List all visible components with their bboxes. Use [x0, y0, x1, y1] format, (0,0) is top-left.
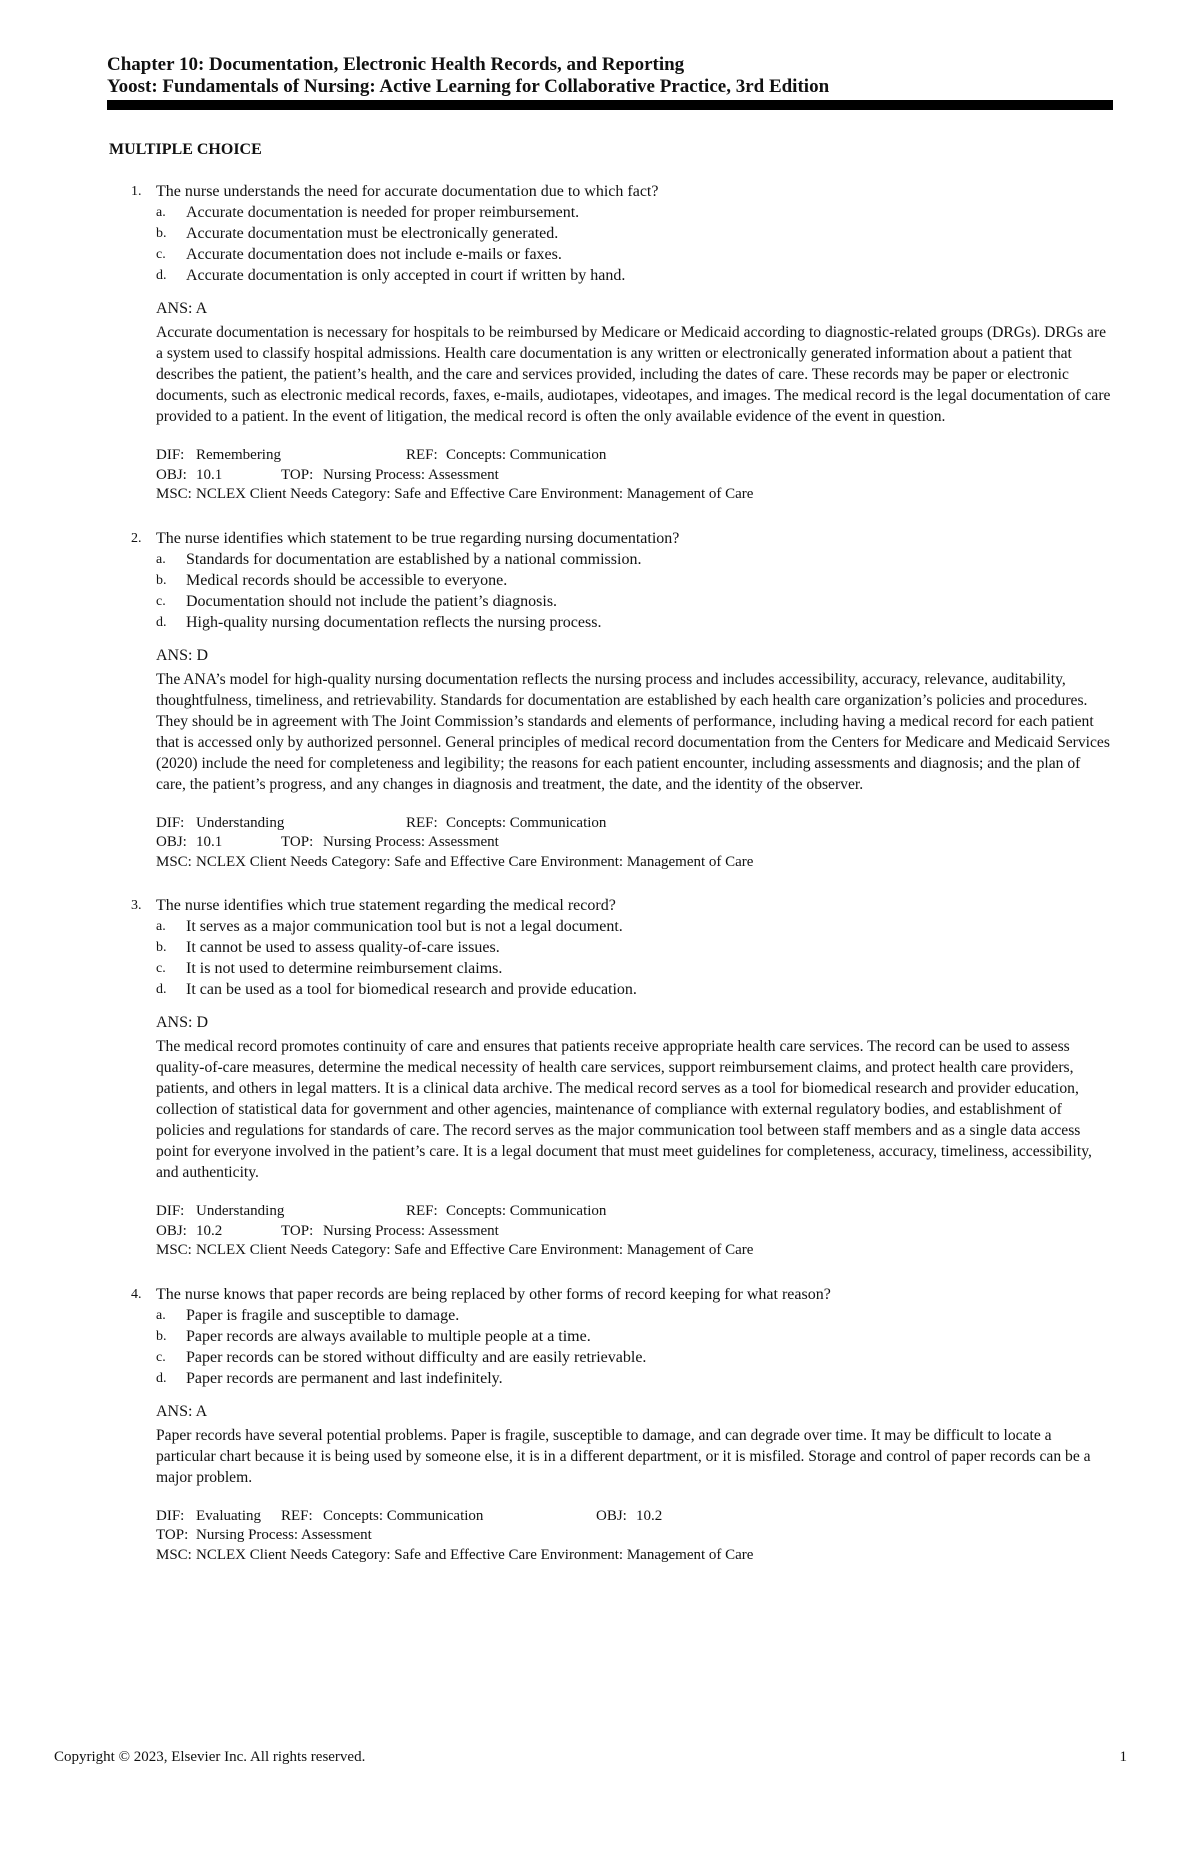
msc-label: MSC: — [156, 486, 192, 502]
option-text: Accurate documentation must be electronically generated. — [186, 225, 559, 242]
obj-value: 10.1 — [196, 834, 223, 850]
option-letter: d. — [156, 1370, 167, 1386]
dif-value: Understanding — [196, 814, 285, 831]
option-text: Accurate documentation does not include e-mails or faxes. — [186, 246, 562, 263]
option-d — [0, 265, 1200, 286]
option-a — [0, 549, 1200, 570]
option-letter: a. — [156, 205, 166, 220]
question-1 — [0, 181, 1200, 505]
option-letter: a. — [156, 1307, 166, 1323]
question-metadata — [156, 1507, 1200, 1566]
rationale: The ANA’s model for high-quality nursing documentation reflects the nursing process and includes accessibility, accuracy, relevance, auditability, thoughtfulness, timeliness, and retrievability. Standards for documentation are established by each health care organization’s policies and procedures. They should be in agreement with The Joint Commission’s standards and elements of performance, including having a medical record for each patient that is accessed only by authorized personnel. General principles of medical record documentation from the Centers for Medicare and Medicaid Services (2020) include the need for completeness and legibility; the reasons for each patient encounter, including assessments and diagnosis; and the plan of care, the patient’s progress, and any changes in diagnosis and treatment, the date, and the identity of the observer. — [156, 670, 1110, 793]
answer-key: ANS: D — [156, 1014, 209, 1031]
option-b — [0, 937, 1200, 958]
answer-key: ANS: A — [156, 300, 208, 317]
dif-value: Evaluating — [196, 1507, 261, 1524]
book-title: Yoost: Fundamentals of Nursing: Active Learning for Collaborative Practice, 3rd Edition — [107, 76, 830, 97]
option-text: Paper records are permanent and last indefinitely. — [186, 1369, 503, 1387]
option-c — [0, 244, 1200, 265]
option-letter: b. — [156, 940, 167, 955]
rationale: The medical record promotes continuity of care and ensures that patients receive appropriate health care services. The record can be used to assess quality-of-care measures, determine the medical necessity of health care services, support reimbursement claims, and protect health care providers, patients, and others in legal matters. It is a clinical data archive. The medical record serves as a tool for biomedical research and provider education, collection of statistical data for government and other agencies, maintenance of compliance with external regulatory bodies, and establishment of policies and regulations for standards of care. The record serves as the major communication tool between staff members and as a single data access point for everyone involved in the patient’s care. It is a legal document that must meet guidelines for completeness, accuracy, timeliness, accessibility, and authenticity. — [156, 1038, 1092, 1181]
msc-label: MSC: — [156, 853, 192, 870]
option-a — [0, 916, 1200, 937]
top-value: Nursing Process: Assessment — [323, 1222, 499, 1239]
option-c — [0, 591, 1200, 612]
page-footer — [54, 1748, 1127, 1766]
question-stem: The nurse identifies which statement to be true regarding nursing documentation? — [156, 529, 680, 547]
obj-value: 10.1 — [196, 466, 223, 483]
option-text: Documentation should not include the patient’s diagnosis. — [186, 592, 558, 610]
option-c — [0, 958, 1200, 979]
top-value: Nursing Process: Assessment — [323, 466, 499, 483]
obj-value: 10.2 — [636, 1507, 663, 1524]
option-d — [0, 612, 1200, 633]
rationale: Accurate documentation is necessary for hospitals to be reimbursed by Medicare or Medicaid according to diagnostic-related groups (DRGs). DRGs are a system used to classify hospital admissions. Health care documentation is any written or electronically generated information about a patient that describes the patient, the patient’s health, and the care and services provided, including the dates of care. These records may be paper or electronic documents, such as electronic medical records, faxes, e-mails, audiotapes, videotapes, and images. The medical record is the legal documentation of care provided to a patient. In the event of litigation, the medical record is often the only available evidence of the event in question. — [156, 324, 1111, 425]
option-a — [0, 202, 1200, 223]
question-stem: The nurse knows that paper records are being replaced by other forms of record keeping for what reason? — [156, 1285, 831, 1303]
option-letter: c. — [156, 1349, 166, 1365]
obj-value: 10.2 — [196, 1222, 223, 1239]
option-text: It is not used to determine reimbursement claims. — [186, 960, 503, 977]
option-letter: c. — [156, 961, 166, 976]
obj-label: OBJ: — [156, 1222, 187, 1239]
top-label: TOP: — [281, 834, 314, 850]
msc-label: MSC: — [156, 1546, 192, 1563]
question-4 — [0, 1284, 1200, 1566]
option-letter: b. — [156, 572, 167, 588]
option-text: Paper records are always available to multiple people at a time. — [186, 1327, 591, 1345]
option-letter: a. — [156, 919, 166, 934]
option-letter: c. — [156, 247, 166, 262]
question-number: 3. — [131, 898, 142, 913]
document-header — [107, 54, 1113, 98]
question-number: 2. — [131, 530, 142, 546]
ref-label: REF: — [406, 1203, 438, 1219]
option-letter: d. — [156, 614, 167, 630]
question-metadata — [156, 1202, 1200, 1261]
ref-value: Concepts: Communication — [323, 1507, 484, 1524]
option-letter: b. — [156, 1328, 167, 1344]
dif-label: DIF: — [156, 447, 185, 463]
option-text: Accurate documentation is needed for proper reimbursement. — [186, 204, 580, 221]
option-d — [0, 979, 1200, 1000]
option-text: It serves as a major communication tool but is not a legal document. — [186, 918, 623, 935]
obj-label: OBJ: — [156, 466, 187, 483]
page-number: 1 — [1119, 1749, 1127, 1765]
obj-label: OBJ: — [156, 834, 187, 850]
option-d — [0, 1368, 1200, 1389]
option-b — [0, 223, 1200, 244]
ref-value: Concepts: Communication — [446, 447, 607, 463]
option-text: It can be used as a tool for biomedical research and provide education. — [186, 981, 637, 998]
dif-value: Remembering — [196, 447, 281, 463]
option-b — [0, 570, 1200, 591]
option-letter: a. — [156, 551, 166, 567]
dif-label: DIF: — [156, 1203, 185, 1219]
option-text: Paper records can be stored without difficulty and are easily retrievable. — [186, 1348, 647, 1366]
option-letter: d. — [156, 982, 167, 997]
option-letter: d. — [156, 268, 167, 283]
question-3 — [0, 895, 1200, 1261]
top-label: TOP: — [281, 1222, 314, 1239]
answer-key: ANS: D — [156, 646, 209, 664]
msc-value: NCLEX Client Needs Category: Safe and Effective Care Environment: Management of Care — [196, 486, 754, 502]
ref-label: REF: — [406, 447, 438, 463]
option-text: Paper is fragile and susceptible to damage. — [186, 1306, 460, 1324]
dif-label: DIF: — [156, 1507, 185, 1524]
question-list — [0, 181, 1200, 1565]
copyright-notice: Copyright © 2023, Elsevier Inc. All rights reserved. — [54, 1749, 366, 1765]
dif-value: Understanding — [196, 1203, 285, 1219]
obj-label: OBJ: — [596, 1507, 627, 1524]
top-value: Nursing Process: Assessment — [196, 1527, 372, 1543]
option-a — [0, 1305, 1200, 1326]
option-letter: b. — [156, 226, 167, 241]
msc-value: NCLEX Client Needs Category: Safe and Effective Care Environment: Management of Care — [196, 1242, 754, 1258]
question-metadata — [156, 446, 1200, 505]
option-b — [0, 1326, 1200, 1347]
msc-label: MSC: — [156, 1242, 192, 1258]
option-text: Standards for documentation are established by a national commission. — [186, 550, 642, 568]
option-text: Medical records should be accessible to everyone. — [186, 571, 508, 589]
msc-value: NCLEX Client Needs Category: Safe and Effective Care Environment: Management of Care — [196, 853, 754, 870]
question-stem: The nurse identifies which true statement regarding the medical record? — [156, 897, 616, 914]
option-c — [0, 1347, 1200, 1368]
top-label: TOP: — [156, 1527, 189, 1543]
top-value: Nursing Process: Assessment — [323, 834, 499, 850]
option-letter: c. — [156, 593, 166, 609]
msc-value: NCLEX Client Needs Category: Safe and Effective Care Environment: Management of Care — [196, 1546, 754, 1563]
question-2 — [0, 528, 1200, 873]
option-text: It cannot be used to assess quality-of-care issues. — [186, 939, 500, 956]
option-text: Accurate documentation is only accepted in court if written by hand. — [186, 267, 626, 284]
ref-label: REF: — [281, 1507, 313, 1524]
option-text: High-quality nursing documentation reflects the nursing process. — [186, 613, 602, 631]
question-stem: The nurse understands the need for accurate documentation due to which fact? — [156, 183, 659, 200]
question-number: 1. — [131, 184, 142, 199]
rationale: Paper records have several potential problems. Paper is fragile, susceptible to damage, and can degrade over time. It may be difficult to locate a particular chart because it is being used by someone else, it is in a different department, or it is misfiled. Storage and control of paper records can be a major problem. — [156, 1426, 1091, 1486]
section-title: MULTIPLE CHOICE — [109, 141, 262, 158]
answer-key: ANS: A — [156, 1402, 208, 1420]
header-rule — [107, 100, 1113, 110]
ref-value: Concepts: Communication — [446, 1203, 607, 1219]
ref-value: Concepts: Communication — [446, 814, 607, 831]
question-number: 4. — [131, 1286, 142, 1302]
dif-label: DIF: — [156, 814, 185, 831]
ref-label: REF: — [406, 814, 438, 831]
chapter-title: Chapter 10: Documentation, Electronic Health Records, and Reporting — [107, 54, 685, 75]
question-metadata — [156, 814, 1200, 873]
top-label: TOP: — [281, 466, 314, 483]
